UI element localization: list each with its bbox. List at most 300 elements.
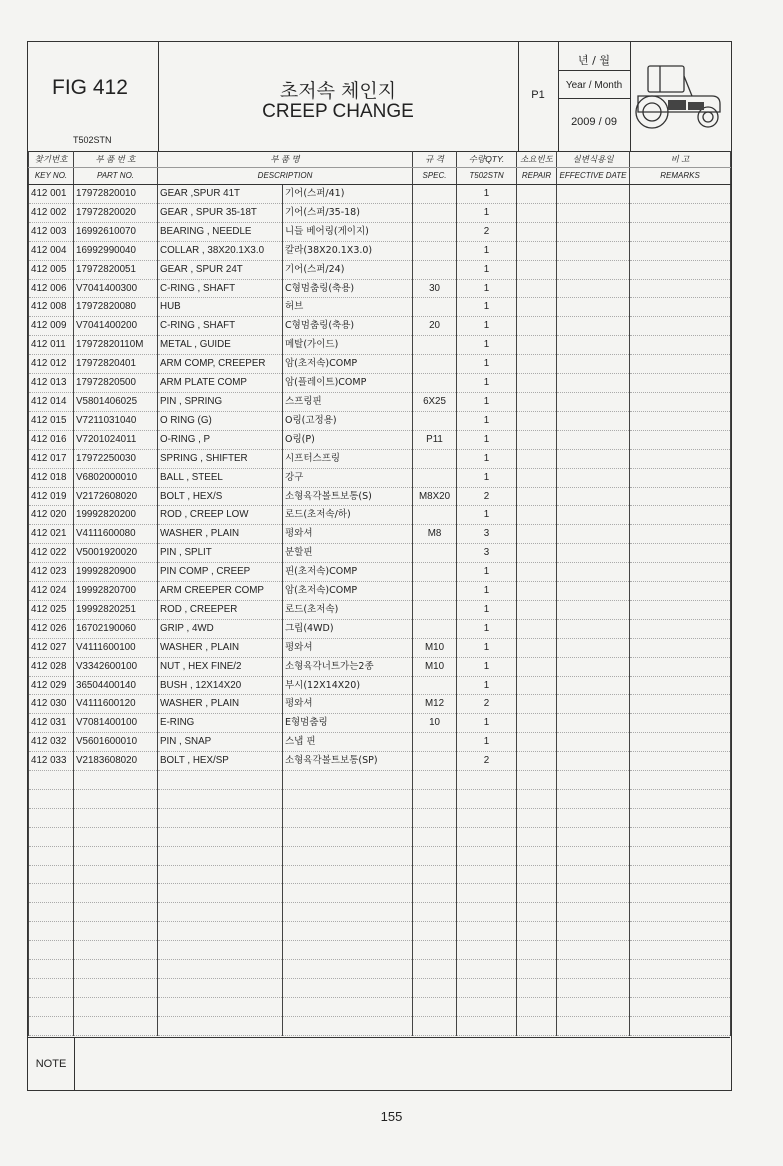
- cell-empty: [283, 960, 413, 979]
- cell-desc-en: C-RING , SHAFT: [158, 279, 283, 298]
- cell-empty: [557, 392, 630, 411]
- cell-empty: [283, 1016, 413, 1035]
- cell-empty: [158, 922, 283, 941]
- col-qty-ko: 수량QTY.: [457, 151, 517, 168]
- page-number: 155: [380, 1109, 403, 1124]
- cell-desc-ko: 메탈(가이드): [283, 336, 413, 355]
- cell-empty: [517, 922, 557, 941]
- cell-key: 412 032: [29, 733, 74, 752]
- cell-desc-en: ROD , CREEP LOW: [158, 506, 283, 525]
- cell-empty: [630, 544, 731, 563]
- cell-spec: [413, 336, 457, 355]
- cell-empty: [557, 960, 630, 979]
- cell-empty: [557, 506, 630, 525]
- cell-desc-ko: E형멈춤링: [283, 714, 413, 733]
- cell-empty: [29, 941, 74, 960]
- cell-empty: [413, 922, 457, 941]
- cell-desc-ko: 암(초저속)COMP: [283, 582, 413, 601]
- table-row: [29, 487, 731, 506]
- cell-key: 412 017: [29, 449, 74, 468]
- cell-empty: [74, 997, 158, 1016]
- cell-qty: 1: [457, 563, 517, 582]
- cell-empty: [457, 978, 517, 997]
- cell-empty: [517, 941, 557, 960]
- col-repair-en: REPAIR: [517, 168, 557, 185]
- cell-key: 412 031: [29, 714, 74, 733]
- cell-empty: [517, 544, 557, 563]
- cell-desc-en: NUT , HEX FINE/2: [158, 657, 283, 676]
- cell-desc-ko: O링(고정용): [283, 411, 413, 430]
- cell-spec: [413, 298, 457, 317]
- cell-empty: [557, 203, 630, 222]
- cell-empty: [557, 374, 630, 393]
- cell-key: 412 026: [29, 619, 74, 638]
- cell-qty: 1: [457, 317, 517, 336]
- cell-spec: M12: [413, 695, 457, 714]
- cell-empty: [630, 260, 731, 279]
- cell-desc-ko: 그립(4WD): [283, 619, 413, 638]
- cell-empty: [517, 714, 557, 733]
- cell-desc-en: C-RING , SHAFT: [158, 317, 283, 336]
- table-row-empty: [29, 865, 731, 884]
- cell-qty: 1: [457, 279, 517, 298]
- cell-empty: [557, 771, 630, 790]
- col-desc-en: DESCRIPTION: [158, 168, 413, 185]
- cell-empty: [630, 525, 731, 544]
- cell-key: 412 022: [29, 544, 74, 563]
- cell-key: 412 005: [29, 260, 74, 279]
- cell-empty: [413, 960, 457, 979]
- cell-desc-ko: 핀(초저속)COMP: [283, 563, 413, 582]
- cell-empty: [517, 411, 557, 430]
- table-row: [29, 506, 731, 525]
- cell-desc-en: GEAR ,SPUR 41T: [158, 185, 283, 204]
- cell-spec: [413, 411, 457, 430]
- page-code: P1: [531, 89, 545, 101]
- cell-spec: [413, 582, 457, 601]
- cell-empty: [630, 789, 731, 808]
- cell-empty: [557, 600, 630, 619]
- cell-part: 17972820401: [74, 355, 158, 374]
- table-row-empty: [29, 978, 731, 997]
- cell-empty: [557, 714, 630, 733]
- cell-key: 412 004: [29, 241, 74, 260]
- table-row: [29, 563, 731, 582]
- cell-empty: [517, 865, 557, 884]
- col-desc-ko: 부 품 명: [158, 151, 413, 168]
- cell-empty: [557, 978, 630, 997]
- cell-spec: [413, 203, 457, 222]
- cell-empty: [158, 827, 283, 846]
- cell-part: V3342600100: [74, 657, 158, 676]
- cell-empty: [457, 960, 517, 979]
- cell-empty: [557, 695, 630, 714]
- cell-empty: [630, 657, 731, 676]
- cell-qty: 1: [457, 600, 517, 619]
- cell-desc-ko: 니들 베어링(게이지): [283, 222, 413, 241]
- cell-empty: [517, 884, 557, 903]
- cell-empty: [517, 525, 557, 544]
- cell-empty: [630, 506, 731, 525]
- cell-empty: [630, 374, 731, 393]
- cell-part: 16702190060: [74, 619, 158, 638]
- cell-empty: [630, 600, 731, 619]
- cell-empty: [517, 317, 557, 336]
- cell-empty: [517, 185, 557, 204]
- cell-spec: [413, 449, 457, 468]
- cell-empty: [158, 1016, 283, 1035]
- cell-empty: [517, 260, 557, 279]
- cell-empty: [158, 903, 283, 922]
- cell-key: 412 015: [29, 411, 74, 430]
- table-row-empty: [29, 808, 731, 827]
- cell-empty: [29, 865, 74, 884]
- col-spec-ko: 규 격: [413, 151, 457, 168]
- cell-key: 412 025: [29, 600, 74, 619]
- cell-empty: [517, 619, 557, 638]
- cell-empty: [158, 978, 283, 997]
- col-date-en: EFFECTIVE DATE: [557, 168, 630, 185]
- cell-desc-en: WASHER , PLAIN: [158, 525, 283, 544]
- cell-spec: 30: [413, 279, 457, 298]
- cell-part: V2172608020: [74, 487, 158, 506]
- cell-spec: M10: [413, 657, 457, 676]
- cell-desc-en: BOLT , HEX/S: [158, 487, 283, 506]
- cell-desc-en: E-RING: [158, 714, 283, 733]
- cell-desc-ko: 기어(스퍼/24): [283, 260, 413, 279]
- cell-part: 19992820700: [74, 582, 158, 601]
- cell-empty: [74, 865, 158, 884]
- table-row-empty: [29, 884, 731, 903]
- cell-empty: [413, 903, 457, 922]
- cell-desc-en: PIN , SPLIT: [158, 544, 283, 563]
- cell-empty: [557, 411, 630, 430]
- table-row: [29, 411, 731, 430]
- cell-empty: [74, 771, 158, 790]
- cell-empty: [630, 752, 731, 771]
- cell-empty: [517, 468, 557, 487]
- cell-key: 412 030: [29, 695, 74, 714]
- table-row: [29, 752, 731, 771]
- cell-qty: 1: [457, 185, 517, 204]
- cell-spec: [413, 600, 457, 619]
- cell-empty: [158, 884, 283, 903]
- title-korean: 초저속 체인지: [279, 80, 397, 102]
- model-code: T502STN: [73, 135, 112, 145]
- cell-empty: [457, 808, 517, 827]
- cell-desc-en: ARM PLATE COMP: [158, 374, 283, 393]
- cell-desc-en: BUSH , 12X14X20: [158, 676, 283, 695]
- table-row: [29, 695, 731, 714]
- cell-part: V5001920020: [74, 544, 158, 563]
- cell-desc-en: COLLAR , 38X20.1X3.0: [158, 241, 283, 260]
- cell-empty: [158, 960, 283, 979]
- cell-desc-ko: 평와셔: [283, 638, 413, 657]
- cell-qty: 1: [457, 336, 517, 355]
- cell-empty: [413, 827, 457, 846]
- table-row: [29, 185, 731, 204]
- table-row: [29, 355, 731, 374]
- cell-empty: [283, 997, 413, 1016]
- cell-part: 17972820051: [74, 260, 158, 279]
- cell-empty: [557, 865, 630, 884]
- cell-key: 412 001: [29, 185, 74, 204]
- cell-empty: [557, 449, 630, 468]
- cell-empty: [517, 355, 557, 374]
- table-row: [29, 260, 731, 279]
- cell-empty: [29, 884, 74, 903]
- cell-key: 412 018: [29, 468, 74, 487]
- cell-desc-en: O RING (G): [158, 411, 283, 430]
- table-row: [29, 279, 731, 298]
- cell-empty: [283, 941, 413, 960]
- cell-desc-ko: 평와셔: [283, 525, 413, 544]
- cell-empty: [630, 317, 731, 336]
- cell-desc-ko: 기어(스퍼/41): [283, 185, 413, 204]
- column-header-ko: [29, 151, 731, 168]
- cell-empty: [630, 279, 731, 298]
- cell-empty: [283, 808, 413, 827]
- cell-empty: [29, 978, 74, 997]
- cell-key: 412 014: [29, 392, 74, 411]
- table-row: [29, 600, 731, 619]
- cell-empty: [557, 563, 630, 582]
- cell-empty: [457, 827, 517, 846]
- cell-desc-ko: 소형육각볼트보통(SP): [283, 752, 413, 771]
- cell-empty: [457, 846, 517, 865]
- table-row: [29, 317, 731, 336]
- cell-empty: [517, 978, 557, 997]
- cell-part: 17972820110M: [74, 336, 158, 355]
- cell-empty: [630, 355, 731, 374]
- col-part-ko: 부 품 번 호: [74, 151, 158, 168]
- cell-key: 412 013: [29, 374, 74, 393]
- cell-desc-en: WASHER , PLAIN: [158, 638, 283, 657]
- cell-empty: [517, 771, 557, 790]
- cell-empty: [557, 430, 630, 449]
- cell-part: 16992610070: [74, 222, 158, 241]
- cell-desc-en: GRIP , 4WD: [158, 619, 283, 638]
- cell-desc-ko: 기어(스퍼/35-18): [283, 203, 413, 222]
- cell-empty: [630, 241, 731, 260]
- cell-part: 17972820080: [74, 298, 158, 317]
- cell-empty: [74, 922, 158, 941]
- cell-empty: [557, 922, 630, 941]
- cell-empty: [457, 922, 517, 941]
- cell-empty: [283, 978, 413, 997]
- year-month-label-en: Year / Month: [565, 80, 623, 91]
- cell-desc-en: HUB: [158, 298, 283, 317]
- cell-empty: [630, 978, 731, 997]
- cell-empty: [283, 865, 413, 884]
- cell-part: 36504400140: [74, 676, 158, 695]
- cell-empty: [557, 676, 630, 695]
- table-row: [29, 449, 731, 468]
- cell-desc-ko: 부시(12X14X20): [283, 676, 413, 695]
- cell-qty: 1: [457, 619, 517, 638]
- table-row: [29, 374, 731, 393]
- cell-qty: 1: [457, 733, 517, 752]
- cell-empty: [630, 563, 731, 582]
- cell-empty: [557, 317, 630, 336]
- cell-part: V6802000010: [74, 468, 158, 487]
- cell-desc-en: ARM COMP, CREEPER: [158, 355, 283, 374]
- cell-empty: [517, 827, 557, 846]
- cell-empty: [557, 638, 630, 657]
- cell-empty: [158, 789, 283, 808]
- cell-key: 412 008: [29, 298, 74, 317]
- cell-desc-en: GEAR , SPUR 24T: [158, 260, 283, 279]
- cell-empty: [630, 884, 731, 903]
- cell-empty: [630, 449, 731, 468]
- cell-desc-en: PIN COMP , CREEP: [158, 563, 283, 582]
- cell-empty: [29, 771, 74, 790]
- cell-part: 19992820200: [74, 506, 158, 525]
- cell-empty: [457, 884, 517, 903]
- cell-spec: [413, 733, 457, 752]
- cell-qty: 1: [457, 657, 517, 676]
- cell-empty: [413, 978, 457, 997]
- cell-part: 19992820251: [74, 600, 158, 619]
- col-remarks-en: REMARKS: [630, 168, 731, 185]
- cell-empty: [74, 846, 158, 865]
- sheet-header: [28, 42, 730, 152]
- cell-empty: [630, 733, 731, 752]
- cell-empty: [630, 771, 731, 790]
- cell-spec: [413, 563, 457, 582]
- note-label: NOTE: [28, 1038, 75, 1090]
- cell-key: 412 027: [29, 638, 74, 657]
- year-month-box: [558, 42, 630, 151]
- cell-empty: [557, 279, 630, 298]
- table-row: [29, 638, 731, 657]
- cell-spec: [413, 241, 457, 260]
- cell-part: V4111600120: [74, 695, 158, 714]
- cell-empty: [413, 1016, 457, 1035]
- cell-empty: [630, 468, 731, 487]
- cell-empty: [557, 789, 630, 808]
- cell-desc-ko: 소형육각볼트보통(S): [283, 487, 413, 506]
- tractor-icon: [634, 62, 726, 134]
- cell-part: 17972250030: [74, 449, 158, 468]
- cell-empty: [630, 411, 731, 430]
- cell-empty: [29, 789, 74, 808]
- table-row-empty: [29, 846, 731, 865]
- cell-spec: M8: [413, 525, 457, 544]
- cell-spec: [413, 355, 457, 374]
- cell-key: 412 033: [29, 752, 74, 771]
- cell-empty: [630, 714, 731, 733]
- cell-empty: [557, 185, 630, 204]
- cell-qty: 1: [457, 582, 517, 601]
- cell-qty: 1: [457, 676, 517, 695]
- cell-empty: [283, 903, 413, 922]
- cell-empty: [457, 789, 517, 808]
- cell-empty: [457, 997, 517, 1016]
- cell-qty: 1: [457, 468, 517, 487]
- cell-empty: [457, 903, 517, 922]
- cell-empty: [74, 789, 158, 808]
- cell-part: V7041400200: [74, 317, 158, 336]
- cell-spec: 10: [413, 714, 457, 733]
- cell-desc-ko: 스냅 핀: [283, 733, 413, 752]
- cell-spec: [413, 222, 457, 241]
- cell-empty: [517, 997, 557, 1016]
- cell-empty: [557, 260, 630, 279]
- cell-empty: [630, 185, 731, 204]
- cell-qty: 1: [457, 203, 517, 222]
- cell-empty: [517, 789, 557, 808]
- cell-empty: [74, 1016, 158, 1035]
- cell-empty: [29, 827, 74, 846]
- cell-key: 412 009: [29, 317, 74, 336]
- cell-empty: [630, 487, 731, 506]
- cell-empty: [517, 808, 557, 827]
- cell-empty: [630, 638, 731, 657]
- cell-empty: [557, 827, 630, 846]
- cell-empty: [74, 960, 158, 979]
- cell-empty: [29, 903, 74, 922]
- cell-part: 17972820500: [74, 374, 158, 393]
- cell-spec: [413, 260, 457, 279]
- cell-key: 412 021: [29, 525, 74, 544]
- cell-part: V7211031040: [74, 411, 158, 430]
- cell-empty: [74, 827, 158, 846]
- cell-empty: [630, 695, 731, 714]
- cell-qty: 1: [457, 638, 517, 657]
- cell-empty: [413, 884, 457, 903]
- cell-key: 412 016: [29, 430, 74, 449]
- cell-qty: 1: [457, 392, 517, 411]
- cell-spec: P11: [413, 430, 457, 449]
- cell-part: V2183608020: [74, 752, 158, 771]
- cell-empty: [74, 903, 158, 922]
- cell-key: 412 024: [29, 582, 74, 601]
- table-row: [29, 222, 731, 241]
- cell-desc-ko: 분할핀: [283, 544, 413, 563]
- table-row-empty: [29, 922, 731, 941]
- cell-empty: [557, 525, 630, 544]
- cell-qty: 1: [457, 241, 517, 260]
- cell-empty: [158, 808, 283, 827]
- cell-empty: [457, 865, 517, 884]
- cell-empty: [630, 203, 731, 222]
- table-row: [29, 241, 731, 260]
- cell-desc-ko: 평와셔: [283, 695, 413, 714]
- table-row-empty: [29, 941, 731, 960]
- cell-qty: 1: [457, 430, 517, 449]
- cell-key: 412 023: [29, 563, 74, 582]
- cell-desc-ko: 로드(초저속/하): [283, 506, 413, 525]
- cell-desc-en: ROD , CREEPER: [158, 600, 283, 619]
- cell-empty: [630, 582, 731, 601]
- table-row: [29, 430, 731, 449]
- cell-desc-en: PIN , SPRING: [158, 392, 283, 411]
- column-header-en: [29, 168, 731, 185]
- col-date-ko: 실변식용일: [557, 151, 630, 168]
- cell-key: 412 012: [29, 355, 74, 374]
- table-row: [29, 657, 731, 676]
- table-row: [29, 336, 731, 355]
- cell-empty: [517, 582, 557, 601]
- cell-empty: [517, 374, 557, 393]
- cell-part: V4111600100: [74, 638, 158, 657]
- cell-empty: [457, 771, 517, 790]
- title-english: CREEP CHANGE: [262, 101, 414, 122]
- cell-part: V5601600010: [74, 733, 158, 752]
- cell-qty: 1: [457, 714, 517, 733]
- cell-key: 412 002: [29, 203, 74, 222]
